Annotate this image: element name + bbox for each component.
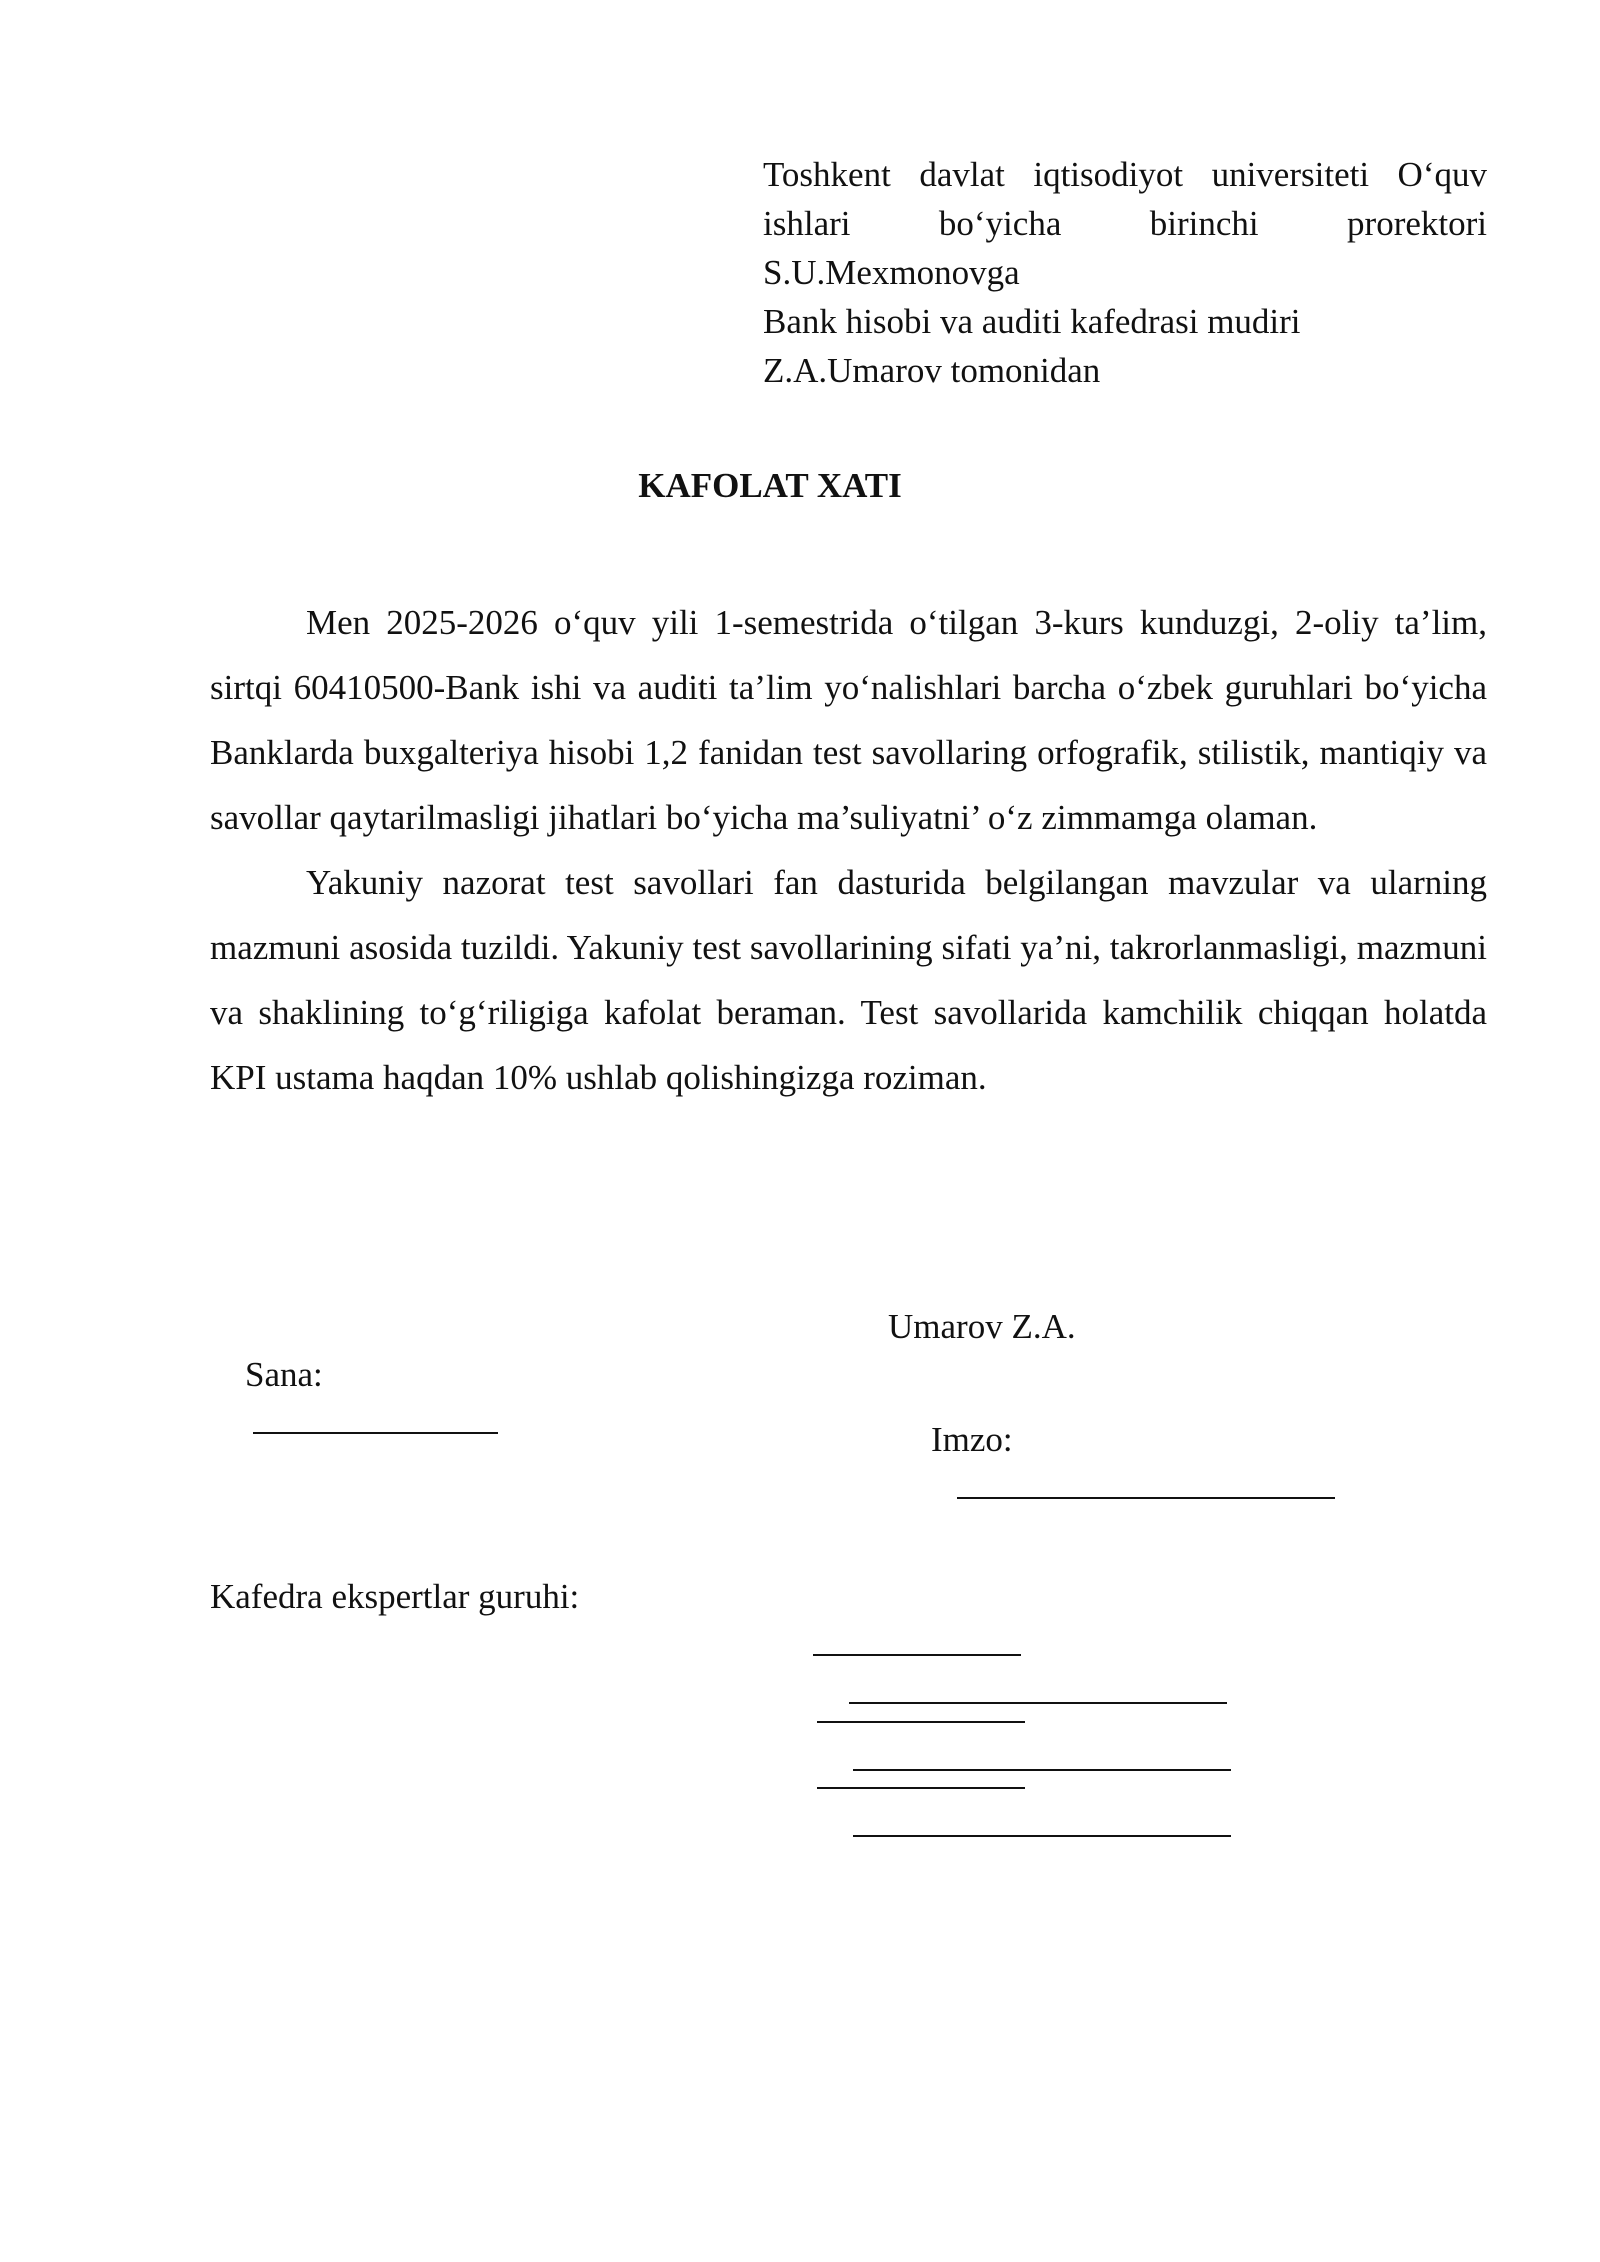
date-field [210,1303,498,1495]
body-text [210,590,1487,1110]
paragraph-2: Yakuniy nazorat test savollari fan dasturida belgilangan mavzular va ularning mazmuni asosida tuzildi. Yakuniy test savollarining sifati ya’ni, takrorlanmasligi, mazmuni va shaklining to‘g‘riligiga kafolat beraman. Test savollarida kamchilik chiqqan holatda KPI ustama haqdan 10% ushlab qolishingizga roziman. [210,863,1487,1097]
paragraph-1: Men 2025-2026 o‘quv yili 1-semestrida o‘tilgan 3-kurs kunduzgi, 2-oliy ta’lim, sirtqi 60410500-Bank ishi va auditi ta’lim yo‘nalishlari barcha o‘zbek guruhlari bo‘yicha Banklarda buxgalteriya hisobi 1,2 fanidan test savollaring orfografik, stilistik, mantiqiy va savollar qaytarilmasligi jihatlari bo‘yicha ma’suliyatni’ o‘z zimmamga olaman. [210,603,1487,837]
signature-blank-line [957,1467,1335,1499]
signature-field [896,1368,1335,1560]
addressee-line-5: Z.A.Umarov tomonidan [763,351,1101,390]
document-title: KAFOLAT XATI [638,466,902,505]
signer-name: Umarov Z.A. [888,1307,1076,1346]
addressee-block [763,150,1487,395]
addressee-line-1: Toshkent davlat iqtisodiyot universiteti O‘quv [763,155,1487,194]
addressee-line-2: ishlari bo‘yicha birinchi prorektori [763,204,1487,243]
addressee-line-4: Bank hisobi va auditi kafedrasi mudiri [763,302,1301,341]
expert-3-name-line [817,1757,1025,1789]
signature-label: Imzo: [931,1420,1013,1459]
date-blank-line [253,1402,498,1434]
expert-row-3 [782,1706,1231,1898]
date-label: Sana: [245,1355,323,1394]
expert-3-signature-line [853,1805,1231,1837]
addressee-line-3: S.U.Mexmonovga [763,253,1020,292]
experts-label: Kafedra ekspertlar guruhi: [210,1577,580,1616]
